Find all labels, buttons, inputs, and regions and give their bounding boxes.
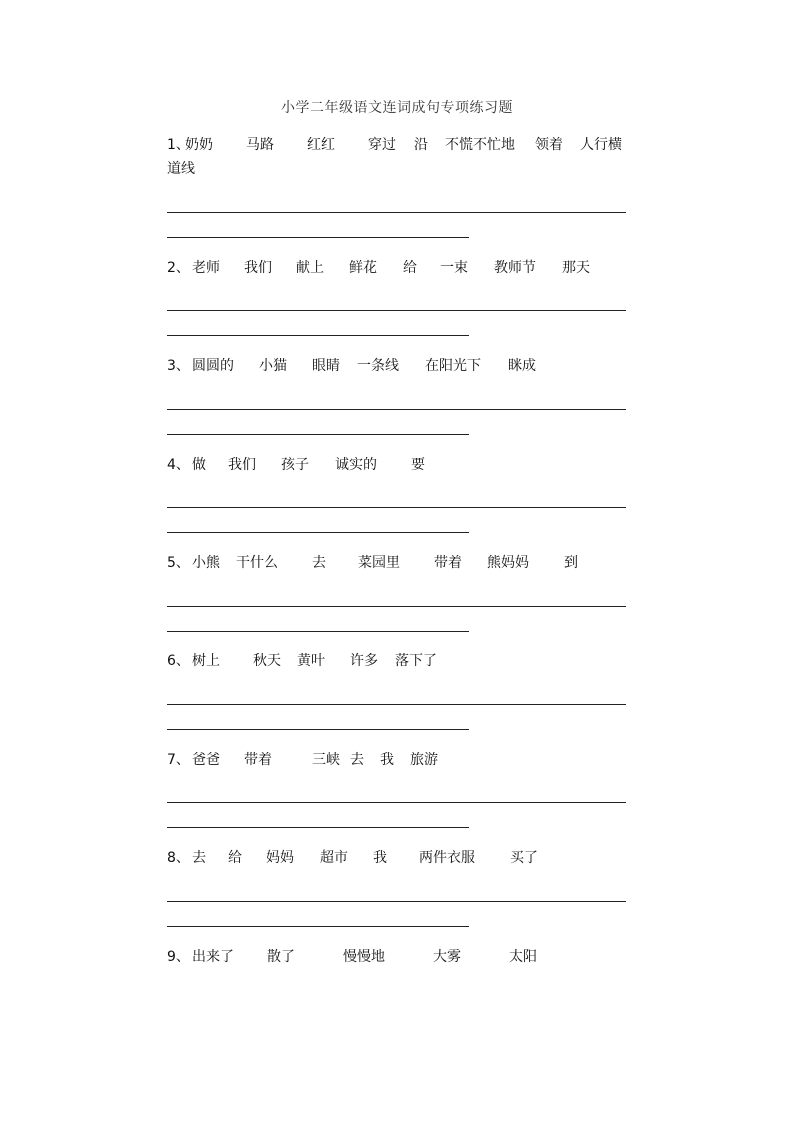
word: 一束	[440, 260, 468, 276]
word: 教师节	[494, 260, 536, 276]
word: 去	[192, 850, 206, 866]
answer-line	[167, 237, 469, 238]
word: 圆圆的	[192, 358, 234, 374]
question-8	[167, 846, 629, 870]
word: 大雾	[433, 949, 461, 965]
word: 献上	[296, 260, 324, 276]
answer-line	[167, 926, 469, 927]
word-continued: 道线	[167, 161, 195, 177]
word: 秋天	[253, 653, 281, 669]
word: 我	[380, 752, 394, 768]
word: 买了	[510, 850, 538, 866]
word: 旅游	[410, 752, 438, 768]
word: 穿过	[368, 137, 396, 153]
answer-line	[167, 827, 469, 828]
word: 我们	[228, 457, 256, 473]
word: 在阳光下	[425, 358, 481, 374]
answer-line	[167, 704, 626, 705]
answer-line	[167, 434, 469, 435]
question-number: 4、	[167, 457, 190, 473]
question-6	[167, 649, 629, 673]
word: 红红	[307, 137, 335, 153]
word: 落下了	[395, 653, 437, 669]
word: 给	[228, 850, 242, 866]
answer-line	[167, 729, 469, 730]
word: 一条线	[357, 358, 399, 374]
question-1	[167, 133, 629, 177]
word: 去	[312, 555, 326, 571]
word: 树上	[192, 653, 220, 669]
question-number: 5、	[167, 555, 190, 571]
word: 到	[564, 555, 578, 571]
question-2	[167, 256, 629, 280]
word: 眼睛	[312, 358, 340, 374]
word: 诚实的	[335, 457, 377, 473]
word: 领着	[535, 137, 563, 153]
answer-line	[167, 212, 626, 213]
word: 干什么	[236, 555, 278, 571]
answer-line	[167, 507, 626, 508]
word: 许多	[350, 653, 378, 669]
question-number: 1、	[167, 137, 190, 153]
word: 孩子	[281, 457, 309, 473]
word: 我们	[244, 260, 272, 276]
word: 妈妈	[266, 850, 294, 866]
word: 不慌不忙地	[445, 137, 515, 153]
question-9	[167, 945, 629, 969]
word: 带着	[434, 555, 462, 571]
word: 小熊	[192, 555, 220, 571]
word: 超市	[320, 850, 348, 866]
word: 菜园里	[358, 555, 400, 571]
question-number: 3、	[167, 358, 190, 374]
answer-line	[167, 310, 626, 311]
answer-line	[167, 631, 469, 632]
word: 太阳	[509, 949, 537, 965]
answer-line	[167, 335, 469, 336]
question-number: 7、	[167, 752, 190, 768]
word: 散了	[267, 949, 295, 965]
answer-line	[167, 606, 626, 607]
word: 老师	[192, 260, 220, 276]
question-3	[167, 354, 629, 378]
word: 做	[192, 457, 206, 473]
word: 出来了	[192, 949, 234, 965]
word: 带着	[244, 752, 272, 768]
word: 要	[411, 457, 425, 473]
answer-line	[167, 532, 469, 533]
page-title: 小学二年级语文连词成句专项练习题	[281, 100, 513, 116]
word: 爸爸	[192, 752, 220, 768]
word: 奶奶	[185, 137, 213, 153]
word: 慢慢地	[343, 949, 385, 965]
question-number: 6、	[167, 653, 190, 669]
word: 两件衣服	[419, 850, 475, 866]
word: 鲜花	[349, 260, 377, 276]
question-number: 9、	[167, 949, 190, 965]
word: 去	[350, 752, 364, 768]
question-number: 2、	[167, 260, 190, 276]
word: 三峡	[312, 752, 340, 768]
question-7	[167, 748, 629, 772]
word: 黄叶	[297, 653, 325, 669]
word: 马路	[246, 137, 274, 153]
word: 眯成	[508, 358, 536, 374]
answer-line	[167, 409, 626, 410]
question-number: 8、	[167, 850, 190, 866]
word: 熊妈妈	[487, 555, 529, 571]
word: 小猫	[259, 358, 287, 374]
answer-line	[167, 901, 626, 902]
answer-line	[167, 802, 626, 803]
word: 给	[403, 260, 417, 276]
word: 那天	[562, 260, 590, 276]
question-4	[167, 453, 629, 477]
word: 我	[373, 850, 387, 866]
word: 人行横	[580, 137, 622, 153]
word: 沿	[414, 137, 428, 153]
question-5	[167, 551, 629, 575]
